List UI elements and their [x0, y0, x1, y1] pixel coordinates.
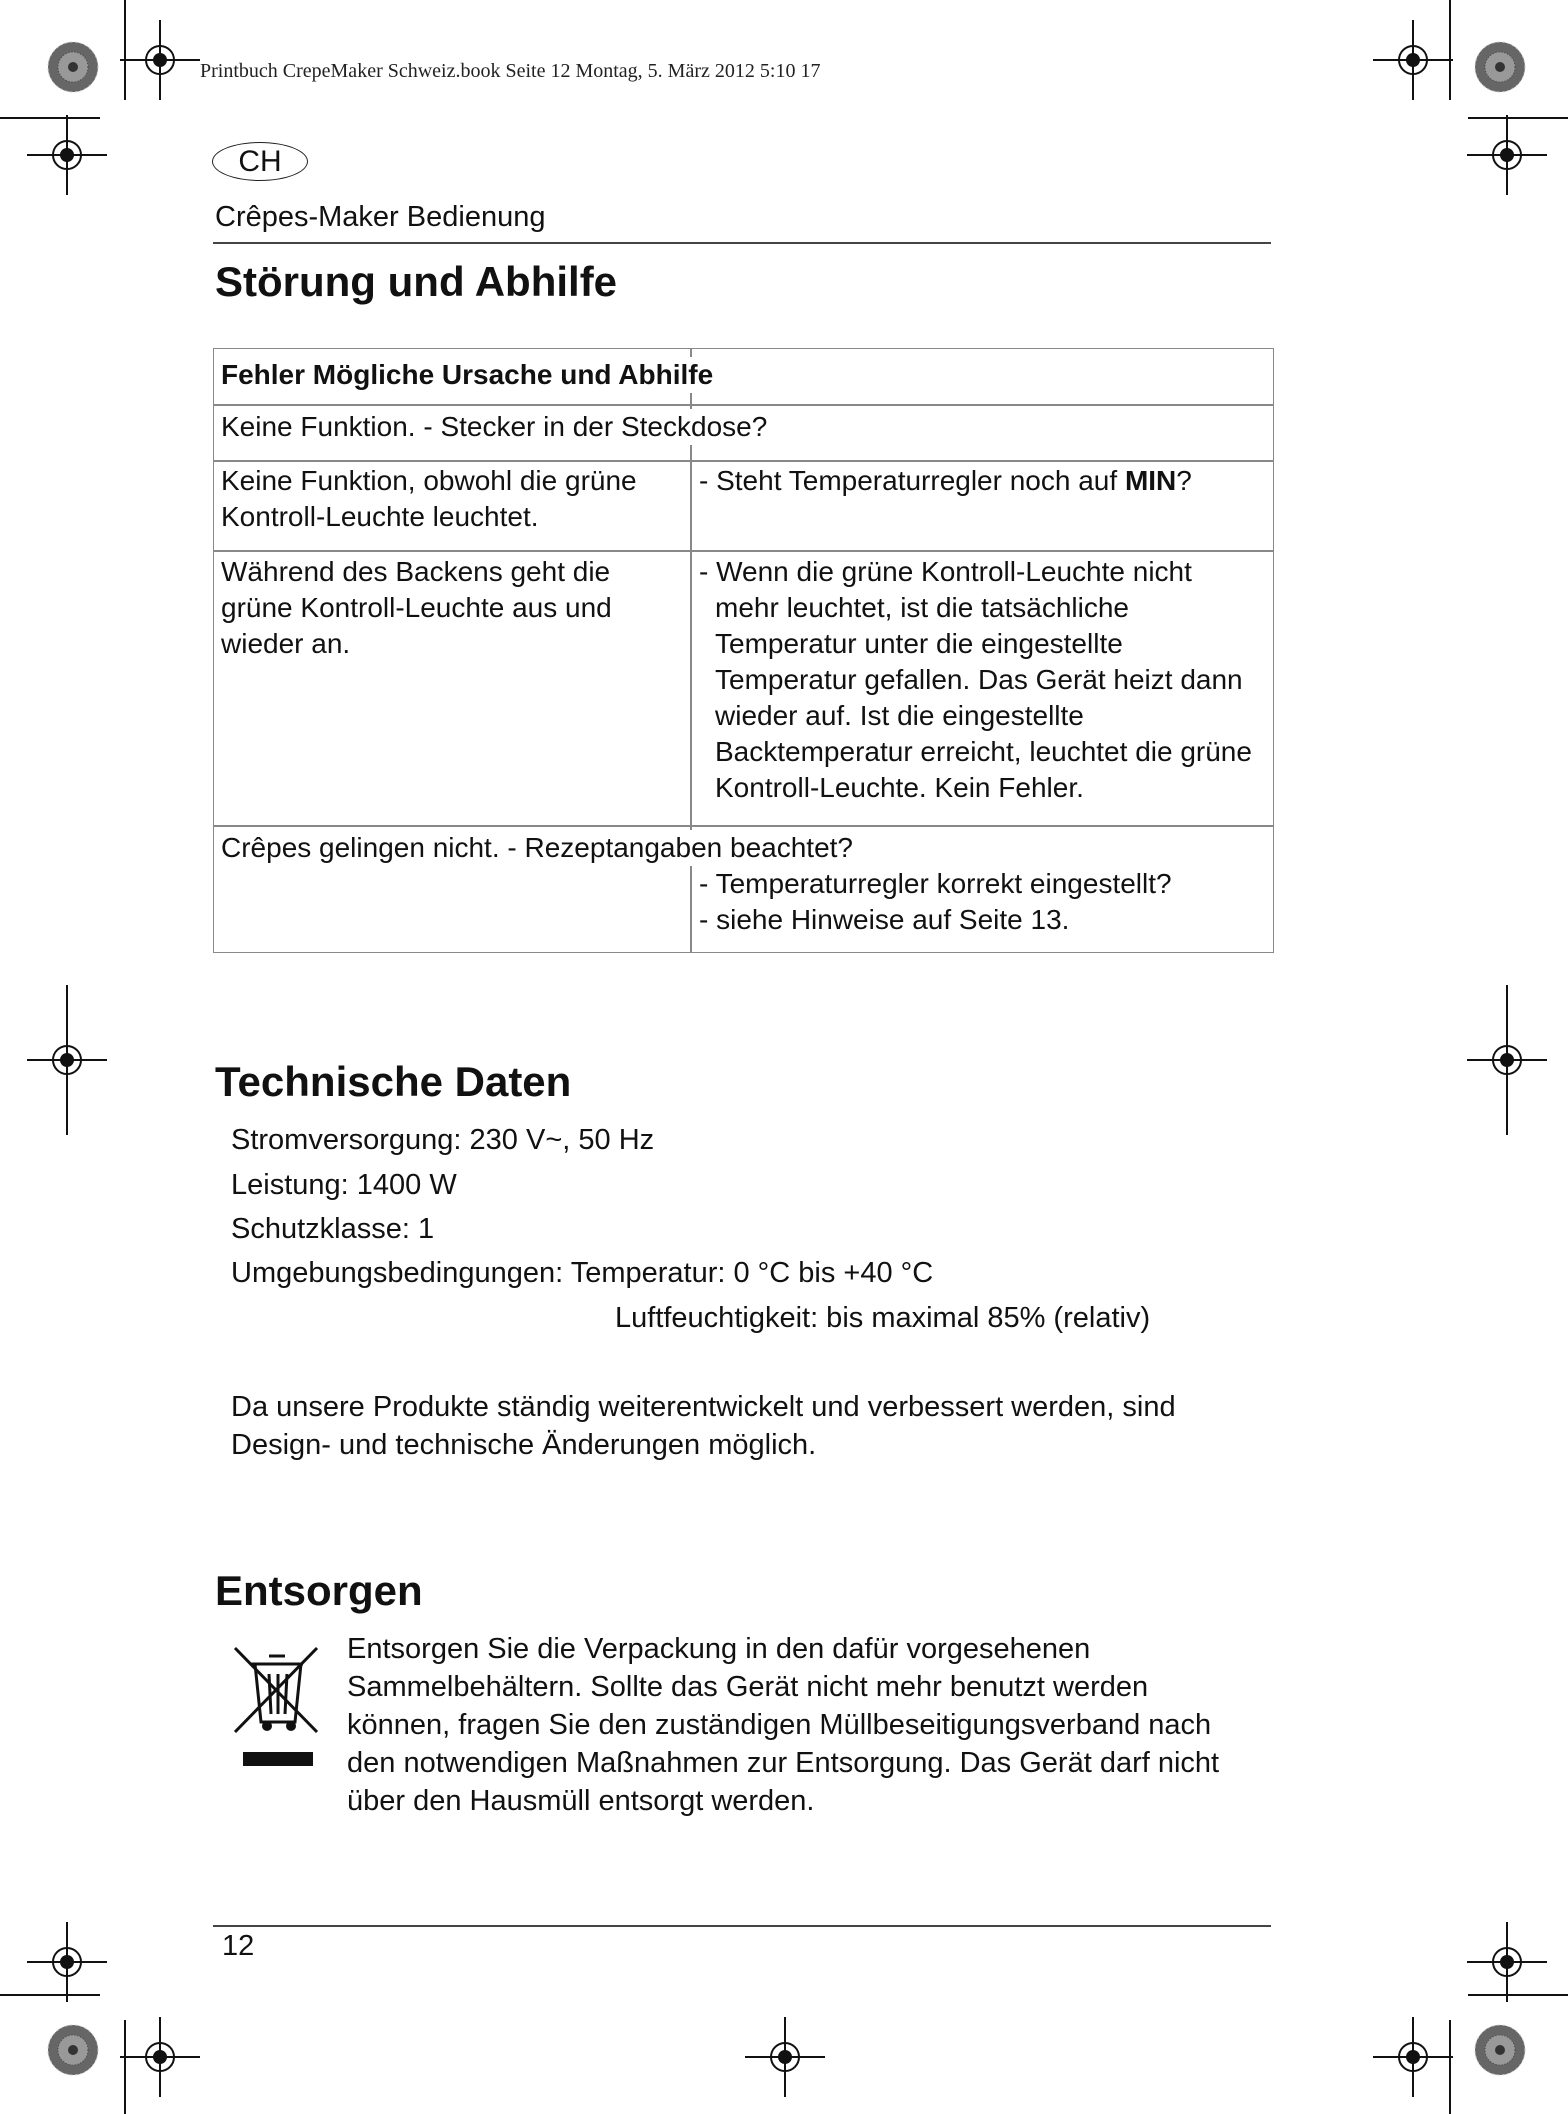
disposal-text: Entsorgen Sie die Verpackung in den dafür vorgesehenen Sammelbehältern. Sollte das Gerät nicht mehr benutzt werden können, fragen Sie den zuständigen Müllbeseitigungsverband nach den notwendigen Maßnahmen zur Entsorgung. Das Gerät darf nicht über den Hausmüll entsorgt werden.	[347, 1633, 1220, 1817]
country-code-badge: CH	[212, 142, 308, 181]
registration-mark-icon	[120, 20, 200, 100]
spec-power-supply: Stromversorgung: 230 V~, 50 Hz	[231, 1124, 655, 1156]
registration-mark-icon	[1373, 20, 1453, 100]
color-rosette-icon	[1475, 42, 1525, 92]
remedy-line: - Temperaturregler korrekt eingestellt?	[699, 868, 1172, 899]
registration-mark-icon	[1467, 1922, 1547, 2002]
table-row-divider	[214, 550, 1273, 552]
technical-data-heading: Technische Daten	[215, 1058, 572, 1105]
header-divider	[213, 242, 1271, 244]
table-row-divider	[214, 460, 1273, 462]
troubleshooting-heading: Störung und Abhilfe	[215, 258, 618, 305]
remedy-line: - siehe Hinweise auf Seite 13.	[699, 904, 1070, 935]
table-row-crepes-fail: Crêpes gelingen nicht. - Rezeptangaben beachtet?	[221, 830, 853, 866]
technical-change-note: Da unsere Produkte ständig weiterentwickelt und verbessert werden, sind Design- und technische Änderungen möglich.	[231, 1391, 1176, 1461]
table-row-divider	[214, 825, 1273, 827]
remedy-suffix: ?	[1176, 465, 1192, 496]
table-row-divider	[214, 404, 1273, 406]
spec-ambient-temperature: Umgebungsbedingungen: Temperatur: 0 °C bis +40 °C	[231, 1257, 934, 1289]
remedy-cell	[699, 463, 1259, 499]
print-header: Printbuch CrepeMaker Schweiz.book Seite 12 Montag, 5. März 2012 5:10 17	[200, 60, 821, 82]
footer-divider	[213, 1925, 1271, 1927]
disposal-heading: Entsorgen	[215, 1567, 423, 1614]
color-rosette-icon	[48, 2025, 98, 2075]
spec-humidity: Luftfeuchtigkeit: bis maximal 85% (relativ)	[615, 1302, 1151, 1334]
color-rosette-icon	[1475, 2025, 1525, 2075]
remedy-text: - Steht Temperaturregler noch auf	[699, 465, 1125, 496]
spec-power: Leistung: 1400 W	[231, 1169, 457, 1201]
table-header-row: Fehler Mögliche Ursache und Abhilfe	[221, 357, 713, 393]
registration-mark-icon	[27, 115, 107, 195]
registration-mark-icon	[120, 2017, 200, 2097]
remedy-cell: - Wenn die grüne Kontroll-Leuchte nicht mehr leuchtet, ist die tatsächliche Temperatur unter die eingestellte Temperatur gefallen. Das Gerät heizt dann wieder auf. Ist die eingestellte Backtemperatur erreicht, leuchtet die grüne Kontroll-Leuchte. Kein Fehler.	[699, 556, 1252, 803]
remedy-bold-value: MIN	[1124, 465, 1177, 496]
fault-cell: Während des Backens geht die grüne Kontroll-Leuchte aus und wieder an.	[221, 556, 612, 659]
fault-cell: Keine Funktion, obwohl die grüne Kontroll-Leuchte leuchtet.	[221, 465, 637, 532]
registration-mark-icon	[745, 2017, 825, 2097]
registration-mark-icon	[27, 1922, 107, 2002]
crossed-out-wheelie-bin-icon	[233, 1640, 323, 1770]
spec-protection-class: Schutzklasse: 1	[231, 1213, 435, 1245]
page-number: 12	[222, 1930, 255, 1962]
table-row-no-power: Keine Funktion. - Stecker in der Steckdose?	[221, 409, 767, 445]
section-subtitle: Crêpes-Maker Bedienung	[215, 201, 546, 233]
registration-mark-icon	[1373, 2017, 1453, 2097]
registration-mark-icon	[1467, 115, 1547, 195]
troubleshooting-table	[213, 348, 1274, 953]
color-rosette-icon	[48, 42, 98, 92]
